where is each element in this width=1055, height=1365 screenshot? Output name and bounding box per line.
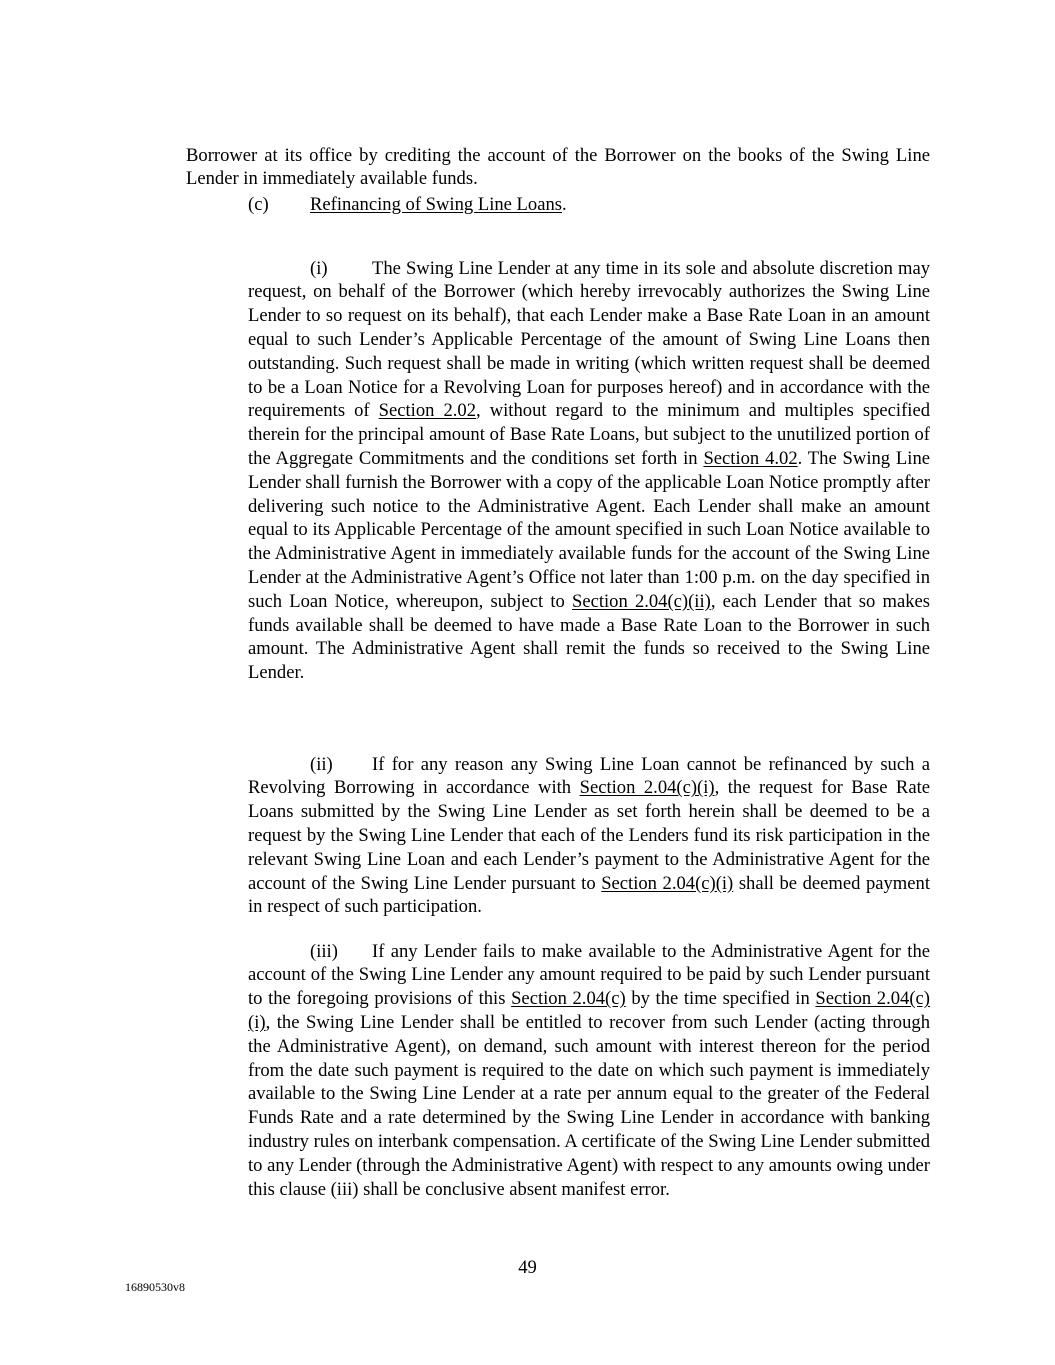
document-id: 16890530v8 [125, 1280, 185, 1294]
paragraph-iii-text-2: by the time specified in [625, 988, 816, 1010]
section-ref-2-04-c-i: Section 2.04(c)(i) [579, 777, 715, 799]
section-ref-2-02: Section 2.02 [378, 400, 477, 422]
section-c-title: Refinancing of Swing Line Loans [310, 194, 562, 215]
section-ref-4-02: Section 4.02 [703, 447, 798, 469]
paragraph-ii-text-1: If for any reason any Swing Line Loan cannot be refinanced by such a Revolving Borrowing in accordance with [248, 753, 930, 799]
page-number: 49 [518, 1257, 537, 1278]
paragraph-ii [248, 753, 930, 920]
paragraph-i-number: (i) [310, 257, 328, 279]
section-ref-2-04-c: Section 2.04(c) [511, 988, 626, 1010]
paragraph-i-text-3: . The Swing Line Lender shall furnish the Borrower with a copy of the applicable Loan Notice promptly after delivering such notice to the Administrative Agent. Each Lender shall make an amount equal to its Applicable Percentage of the amount specified in such Loan Notice available to the Administrative Agent in immediately available funds for the account of the Swing Line Lender at the Administrative Agent’s Office not later than 1:00 p.m. on the day specified in such Loan Notice, whereupon, subject to [248, 447, 930, 612]
paragraph-iii-number: (iii) [310, 940, 338, 962]
section-ref-2-04-c-i: Section 2.04(c)(i) [601, 872, 734, 894]
intro-paragraph [186, 144, 930, 192]
paragraph-ii-text-3: shall be deemed payment in respect of such participation. [248, 872, 930, 918]
paragraph-ii-number: (ii) [310, 753, 333, 775]
paragraph-iii-text-3: , the Swing Line Lender shall be entitled to recover from such Lender (acting through the Administrative Agent), on demand, such amount with interest thereon for the period from the date such payment is required to the date on which such payment is immediately available to the Swing Line Lender at a rate per annum equal to the greater of the Federal Funds Rate and a rate determined by the Swing Line Lender in accordance with banking industry rules on interbank compensation. A certificate of the Swing Line Lender submitted to any Lender (through the Administrative Agent) with respect to any amounts owing under this clause (iii) shall be conclusive absent manifest error. [248, 1011, 930, 1200]
section-c-heading [248, 193, 567, 217]
paragraph-i [248, 257, 930, 685]
paragraph-ii-text-2: , the request for Base Rate Loans submitted by the Swing Line Lender as set forth herein shall be deemed to be a request by the Swing Line Lender that each of the Lenders fund its risk participation in the relevant Swing Line Loan and each Lender’s payment to the Administrative Agent for the account of the Swing Line Lender pursuant to [248, 777, 931, 894]
section-ref-2-04-c-i: Section 2.04(c)(i) [248, 988, 930, 1033]
paragraph-i-text-2: , without regard to the minimum and multiples specified therein for the principal amount of Base Rate Loans, but subject to the unutilized portion of the Aggregate Commitments and the conditions set forth in [248, 400, 930, 469]
paragraph-i-text-1: The Swing Line Lender at any time in its sole and absolute discretion may request, on behalf of the Borrower (which hereby irrevocably authorizes the Swing Line Lender to so request on its behalf), that each Lender make a Base Rate Loan in an amount equal to such Lender’s Applicable Percentage of the amount of Swing Line Loans then outstanding. Such request shall be made in writing (which written request shall be deemed to be a Loan Notice for a Revolving Loan for purposes hereof) and in accordance with the requirements of [248, 257, 930, 422]
paragraph-i-text-4: , each Lender that so makes funds available shall be deemed to have made a Base Rate Loan to the Borrower in such amount. The Administrative Agent shall remit the funds so received to the Swing Line Lender. [248, 590, 931, 684]
intro-text: Borrower at its office by crediting the account of the Borrower on the books of the Swing Line Lender in immediately available funds. [186, 144, 930, 190]
section-c-number: (c) [248, 194, 269, 215]
paragraph-iii-text-1: If any Lender fails to make available to the Administrative Agent for the account of the Swing Line Lender any amount required to be paid by such Lender pursuant to the foregoing provisions of this [248, 940, 930, 1010]
section-ref-2-04-c-ii: Section 2.04(c)(ii) [571, 590, 711, 612]
paragraph-iii [248, 940, 930, 1202]
section-c-title-period: . [562, 194, 567, 215]
